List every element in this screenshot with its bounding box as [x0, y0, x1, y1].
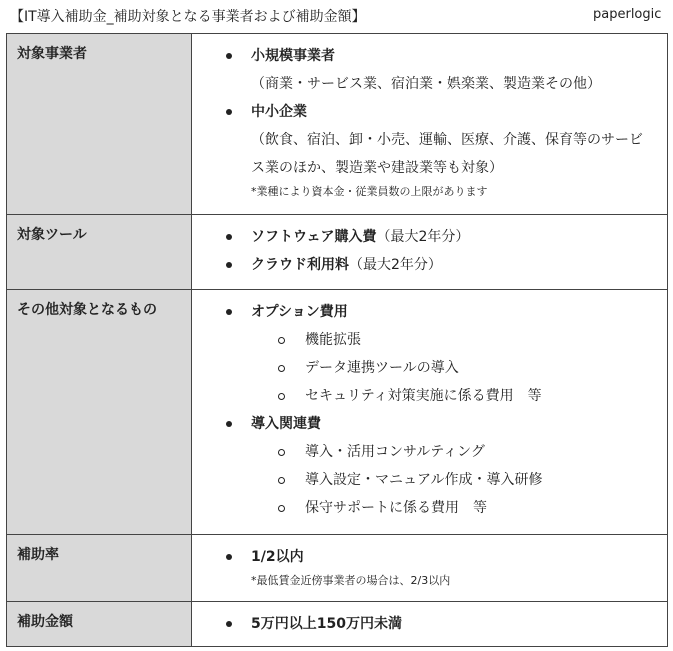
- rate-note: *最低賃金近傍事業者の場合は、2/3以内: [251, 574, 451, 587]
- bullet-cloud: [192, 251, 667, 279]
- row-label: 補助金額: [7, 602, 192, 647]
- row-content: [192, 34, 668, 215]
- bullet-option-costs: オプション費用: [192, 298, 667, 326]
- list-item: セキュリティ対策実施に係る費用 等: [192, 382, 667, 410]
- item-name: ソフトウェア購入費: [251, 229, 377, 245]
- bullet-intro-costs: 導入関連費: [192, 410, 667, 438]
- row-content: [192, 290, 668, 535]
- row-content: [192, 535, 668, 602]
- bullet-small-business: 小規模事業者: [192, 42, 667, 70]
- table-row-target-tools: [7, 215, 668, 290]
- row-label: 補助率: [7, 535, 192, 602]
- brand-logo-text: paperlogic: [593, 7, 662, 22]
- list-item: 導入・活用コンサルティング: [192, 438, 667, 466]
- item-name: クラウド利用料: [251, 257, 349, 273]
- item-suffix: （最大2年分）: [376, 229, 470, 245]
- bullet-sme: 中小企業: [192, 98, 667, 126]
- bullet-software: [192, 223, 667, 251]
- row-content: [192, 602, 668, 647]
- table-row-subsidy-rate: [7, 535, 668, 602]
- row-label: 対象事業者: [7, 34, 192, 215]
- bullet-amount: 5万円以上150万円未満: [192, 610, 667, 638]
- list-item: 保守サポートに係る費用 等: [192, 494, 667, 522]
- sme-description: （飲食、宿泊、卸・小売、運輸、医療、介護、保育等のサービス業のほか、製造業や建設業等も対象）: [251, 132, 643, 176]
- row-label: その他対象となるもの: [7, 290, 192, 535]
- item-suffix: （最大2年分）: [349, 257, 442, 273]
- list-item: データ連携ツールの導入: [192, 354, 667, 382]
- table-row-target-business: [7, 34, 668, 215]
- row-label: 対象ツール: [7, 215, 192, 290]
- subsidy-table: [6, 33, 668, 647]
- business-note: *業種により資本金・従業員数の上限があります: [251, 185, 488, 198]
- bullet-rate: 1/2以内: [192, 543, 667, 571]
- row-content: [192, 215, 668, 290]
- table-row-other-targets: [7, 290, 668, 535]
- page-title: 【IT導入補助金_補助対象となる事業者および補助金額】: [10, 9, 366, 25]
- list-item: 導入設定・マニュアル作成・導入研修: [192, 466, 667, 494]
- table-row-subsidy-amount: [7, 602, 668, 647]
- small-business-description: （商業・サービス業、宿泊業・娯楽業、製造業その他）: [251, 76, 601, 92]
- list-item: 機能拡張: [192, 326, 667, 354]
